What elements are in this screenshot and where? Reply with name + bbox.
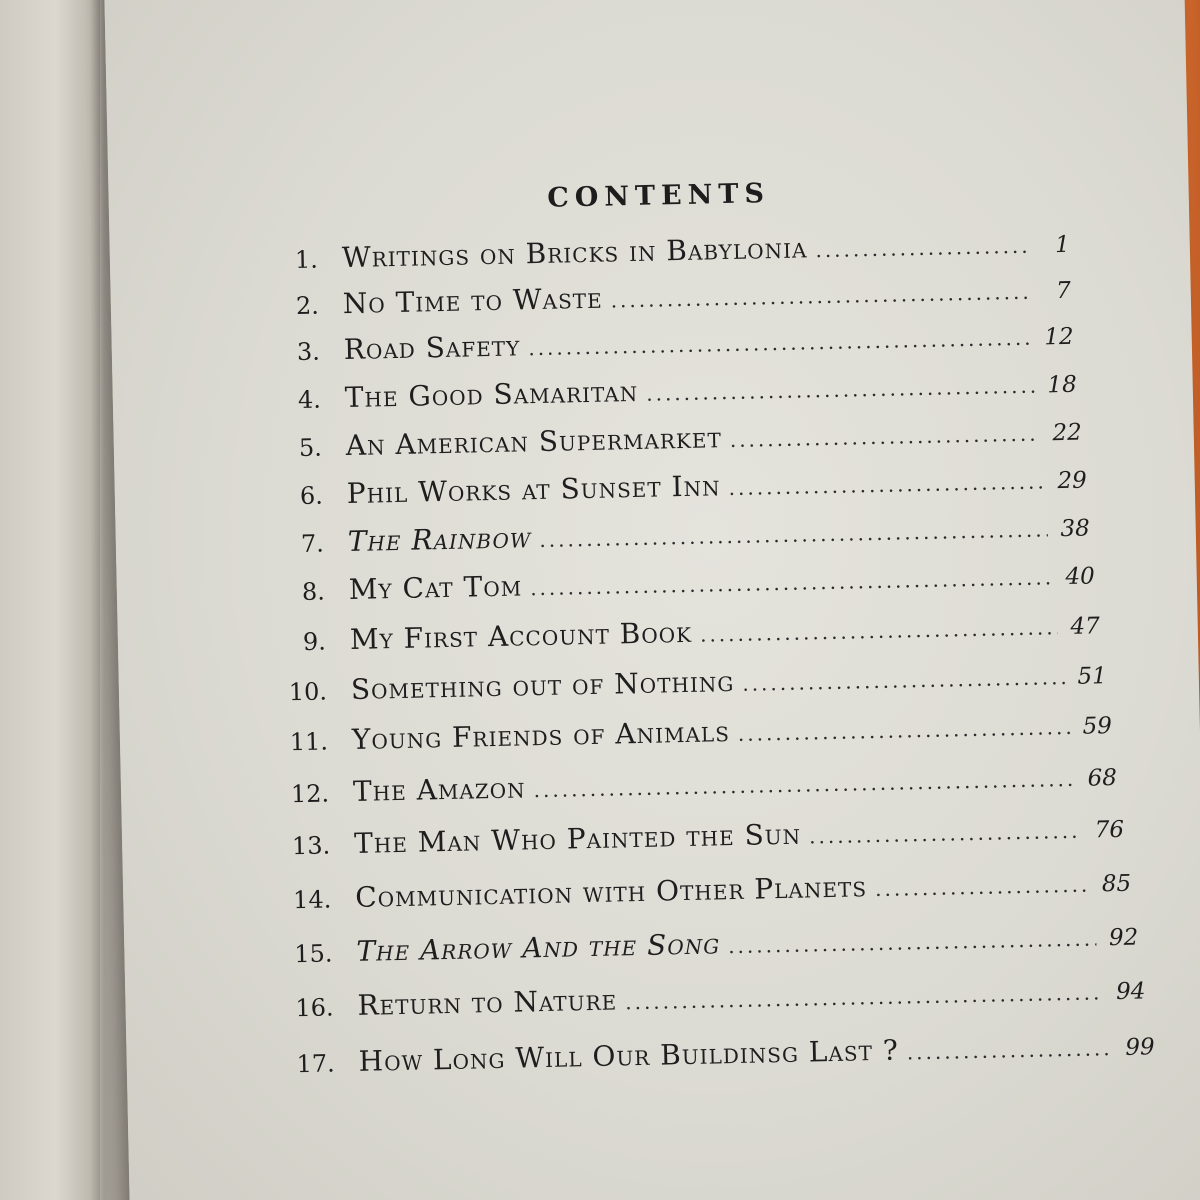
dot-leader: [646, 374, 1035, 406]
entry-page-number: 99: [1125, 1034, 1155, 1061]
entry-title: My First Account Book: [349, 615, 693, 656]
entry-title: Young Friends of Animals: [351, 715, 731, 756]
entry-page-number: 7: [1055, 277, 1071, 305]
entry-page-number: 22: [1052, 419, 1082, 447]
entry-title: No Time to Waste: [342, 281, 603, 321]
entry-number: 6.: [299, 481, 324, 511]
contents-entry: [269, 657, 1108, 715]
dot-leader: [530, 565, 1053, 600]
entry-number: 1.: [294, 245, 319, 275]
contents-page: [104, 0, 1200, 1200]
entry-page-number: 51: [1077, 663, 1108, 690]
entry-number: 8.: [301, 577, 326, 606]
entry-page-number: 68: [1087, 764, 1118, 792]
contents-entry: [265, 509, 1090, 566]
dot-leader: [700, 615, 1058, 646]
dot-leader: [539, 517, 1048, 552]
entry-number: 7.: [300, 529, 325, 558]
contents-entry: [275, 972, 1146, 1030]
contents-entry: [274, 919, 1139, 977]
contents-entry: [272, 811, 1125, 869]
entry-title: The Arrow And the Song: [356, 927, 721, 968]
entry-page-number: 29: [1057, 467, 1087, 495]
entry-number: 3.: [296, 337, 321, 367]
dot-leader: [533, 767, 1075, 802]
contents-entry: [263, 414, 1082, 471]
entry-title: Road Safety: [343, 329, 521, 367]
entry-number: 10.: [288, 677, 328, 707]
entry-page-number: 47: [1070, 613, 1101, 640]
entry-number: 9.: [302, 627, 327, 656]
entry-page-number: 59: [1082, 713, 1113, 740]
dot-leader: [610, 280, 1029, 313]
entry-title: Return to Nature: [357, 983, 618, 1022]
dot-leader: [728, 926, 1097, 958]
dot-leader: [738, 715, 1070, 746]
entry-page-number: 94: [1115, 978, 1146, 1006]
entry-number: 13.: [291, 831, 331, 861]
dot-leader: [742, 665, 1065, 696]
dot-leader: [809, 819, 1082, 849]
contents-entry: [276, 1028, 1155, 1086]
entry-page-number: 76: [1094, 816, 1125, 844]
dot-leader: [625, 980, 1104, 1014]
contents-entry: [270, 707, 1113, 765]
entry-title: The Rainbow: [347, 521, 532, 559]
entry-title: An American Supermarket: [345, 421, 723, 463]
entry-number: 2.: [295, 291, 320, 321]
entry-number: 16.: [295, 993, 334, 1023]
entry-page-number: 40: [1065, 563, 1095, 590]
entry-number: 14.: [292, 885, 332, 915]
entry-number: 15.: [293, 939, 333, 969]
previous-page-edge: [0, 0, 100, 1200]
entry-title: The Man Who Painted the Sun: [353, 817, 802, 860]
entry-page-number: 92: [1108, 924, 1139, 952]
entry-page-number: 85: [1101, 870, 1132, 898]
contents-entry: [266, 557, 1095, 614]
contents-heading: CONTENTS: [547, 178, 771, 214]
dot-leader: [528, 326, 1032, 361]
dot-leader: [730, 422, 1040, 452]
contents-entry: [264, 462, 1087, 519]
entry-number: 11.: [289, 727, 329, 757]
dot-leader: [875, 873, 1090, 901]
entry-number: 17.: [296, 1049, 336, 1079]
dot-leader: [728, 469, 1045, 500]
contents-entry: [271, 759, 1118, 817]
entry-title: Phil Works at Sunset Inn: [346, 469, 721, 511]
contents-entry: [261, 318, 1074, 375]
entry-page-number: 1: [1054, 231, 1071, 259]
contents-entry: [273, 865, 1132, 923]
entry-title: How Long Will Our Buildinsg Last ?: [358, 1033, 900, 1078]
contents-entry: [268, 607, 1101, 664]
contents-entry: [262, 366, 1077, 423]
entry-number: 5.: [298, 433, 323, 463]
entry-number: 12.: [290, 779, 330, 809]
entry-title: The Good Samaritan: [344, 374, 639, 415]
entry-title: Something out of Nothing: [350, 664, 735, 706]
entry-title: Writings on Bricks in Babylonia: [341, 231, 808, 275]
entry-title: Communication with Other Planets: [354, 870, 868, 914]
entry-title: The Amazon: [352, 771, 526, 808]
dot-leader: [815, 234, 1028, 262]
dot-leader: [907, 1036, 1113, 1064]
entry-page-number: 38: [1060, 515, 1090, 543]
entry-page-number: 18: [1047, 371, 1077, 399]
contents-list: [104, 0, 1200, 1180]
entry-title: My Cat Tom: [348, 569, 523, 607]
entry-number: 4.: [297, 385, 322, 415]
entry-page-number: 12: [1044, 323, 1074, 351]
